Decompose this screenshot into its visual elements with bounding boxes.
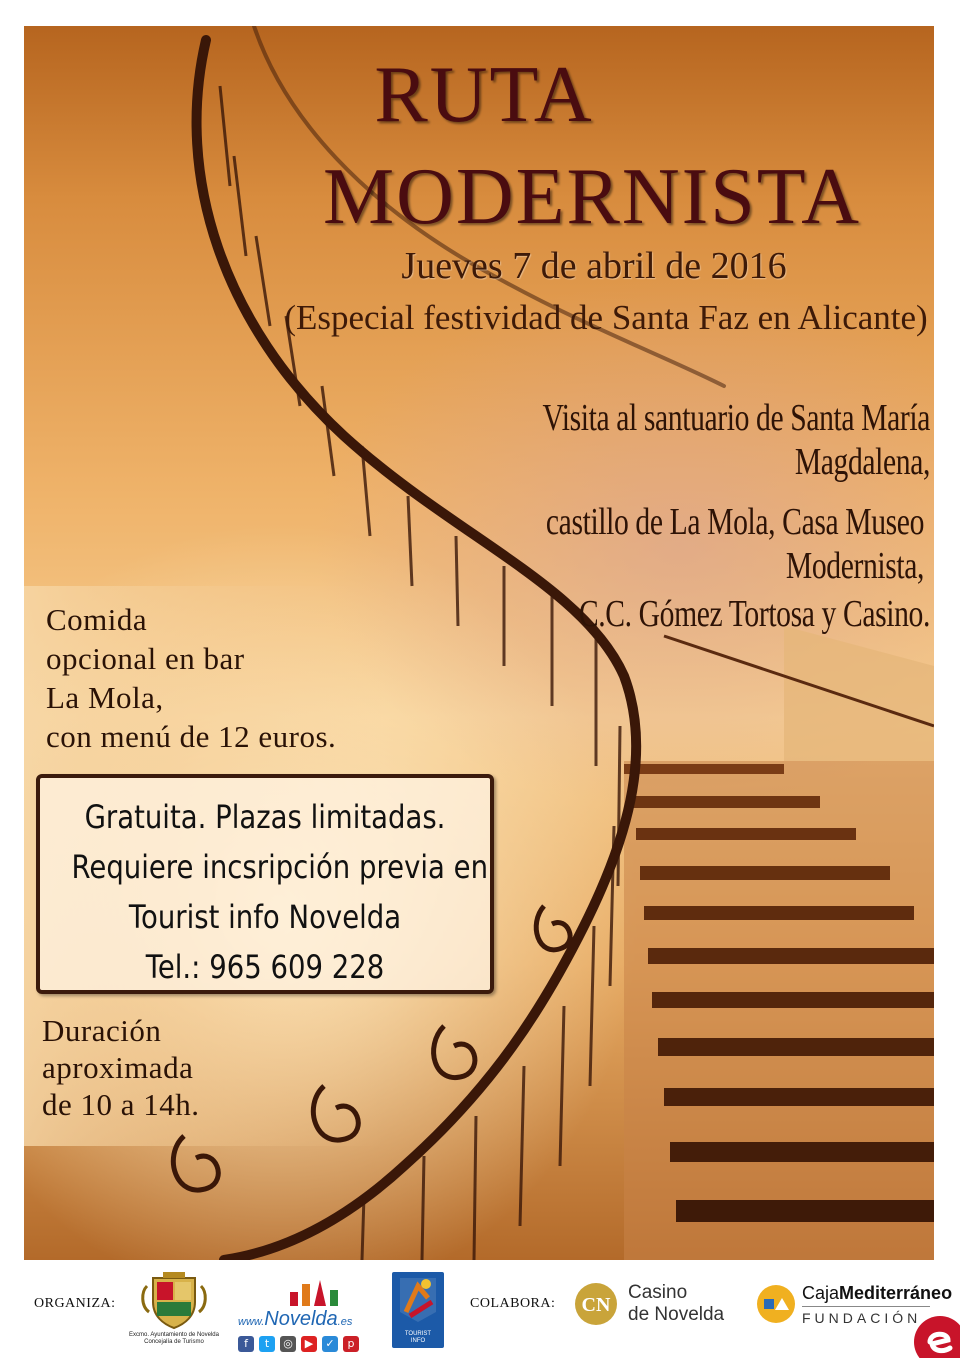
info-line: Tourist info Novelda xyxy=(128,898,402,936)
sponsor-footer xyxy=(0,1262,960,1358)
cam-logo-icon xyxy=(756,1284,796,1324)
organiza-label: ORGANIZA: xyxy=(34,1296,116,1311)
meal-line: La Mola, xyxy=(46,680,164,715)
twitter-icon[interactable]: t xyxy=(259,1336,275,1352)
novelda-name: Novelda xyxy=(264,1308,338,1330)
tourist-info-logo xyxy=(392,1272,444,1348)
casino-name xyxy=(628,1282,724,1326)
cam-subtitle: FUNDACIÓN xyxy=(802,1310,922,1326)
info-line: Gratuita. Plazas limitadas. xyxy=(84,798,446,836)
title-line-2: MODERNISTA xyxy=(322,153,862,241)
visit-line-2: castillo de La Mola, Casa Museo Modernista, xyxy=(545,501,924,587)
meal-line: Comida xyxy=(46,602,148,637)
colabora-label: COLABORA: xyxy=(470,1296,556,1311)
skyline-icon xyxy=(284,1278,344,1308)
meal-line: con menú de 12 euros. xyxy=(46,719,337,754)
cam-name-2: Mediterráneo xyxy=(839,1283,953,1303)
tourist-label-2: INFO xyxy=(410,1338,426,1344)
svg-text:CN: CN xyxy=(581,1294,611,1316)
duration-line: Duración xyxy=(42,1013,162,1048)
novelda-wordmark xyxy=(238,1308,352,1331)
social-icons xyxy=(238,1336,359,1352)
tourist-label-1: TOURIST xyxy=(404,1331,432,1337)
event-date: Jueves 7 de abril de 2016 xyxy=(401,245,787,287)
casino-line-1: Casino xyxy=(628,1282,688,1303)
ayuntamiento-logo xyxy=(126,1272,222,1346)
event-special-note: (Especial festividad de Santa Faz en Alicante) xyxy=(284,298,928,337)
ayuntamiento-caption-1: Excmo. Ayuntamiento de Novelda xyxy=(129,1332,219,1338)
tourist-info-icon xyxy=(392,1272,444,1328)
duration-line: de 10 a 14h. xyxy=(42,1087,200,1122)
visit-line-1: Visita al santuario de Santa María Magdalena, xyxy=(542,397,930,483)
meal-info xyxy=(46,600,336,756)
pinterest-icon[interactable]: p xyxy=(343,1336,359,1352)
check-icon[interactable]: ✓ xyxy=(322,1336,338,1352)
cam-divider xyxy=(802,1306,930,1307)
novelda-web-logo xyxy=(236,1278,376,1354)
poster xyxy=(24,26,934,1260)
visit-line-3: C.C. Gómez Tortosa y Casino. xyxy=(578,593,930,635)
registration-info-box xyxy=(36,774,494,994)
cam-name xyxy=(802,1283,952,1304)
casino-logo-icon xyxy=(574,1282,618,1326)
casino-line-2: de Novelda xyxy=(628,1304,725,1325)
casino-novelda-logo xyxy=(574,1282,754,1330)
tourist-label xyxy=(392,1331,444,1345)
meal-line: opcional en bar xyxy=(46,641,245,676)
facebook-icon[interactable]: f xyxy=(238,1336,254,1352)
duration-info xyxy=(42,1012,200,1123)
novelda-tld: .es xyxy=(337,1316,353,1328)
ayuntamiento-caption-2: Concejalía de Turismo xyxy=(144,1339,204,1345)
info-phone: Tel.: 965 609 228 xyxy=(145,948,385,986)
instagram-icon[interactable]: ◎ xyxy=(280,1336,296,1352)
coat-of-arms-icon xyxy=(139,1272,209,1332)
info-line: Requiere incsripción previa en xyxy=(71,848,489,886)
title-line-1: RUTA xyxy=(374,51,594,139)
duration-line: aproximada xyxy=(42,1050,194,1085)
cam-name-1: Caja xyxy=(802,1283,840,1303)
corner-logo-icon xyxy=(904,1308,960,1358)
youtube-icon[interactable]: ▶ xyxy=(301,1336,317,1352)
novelda-www: www. xyxy=(238,1316,265,1328)
stair-steps xyxy=(624,626,934,1260)
